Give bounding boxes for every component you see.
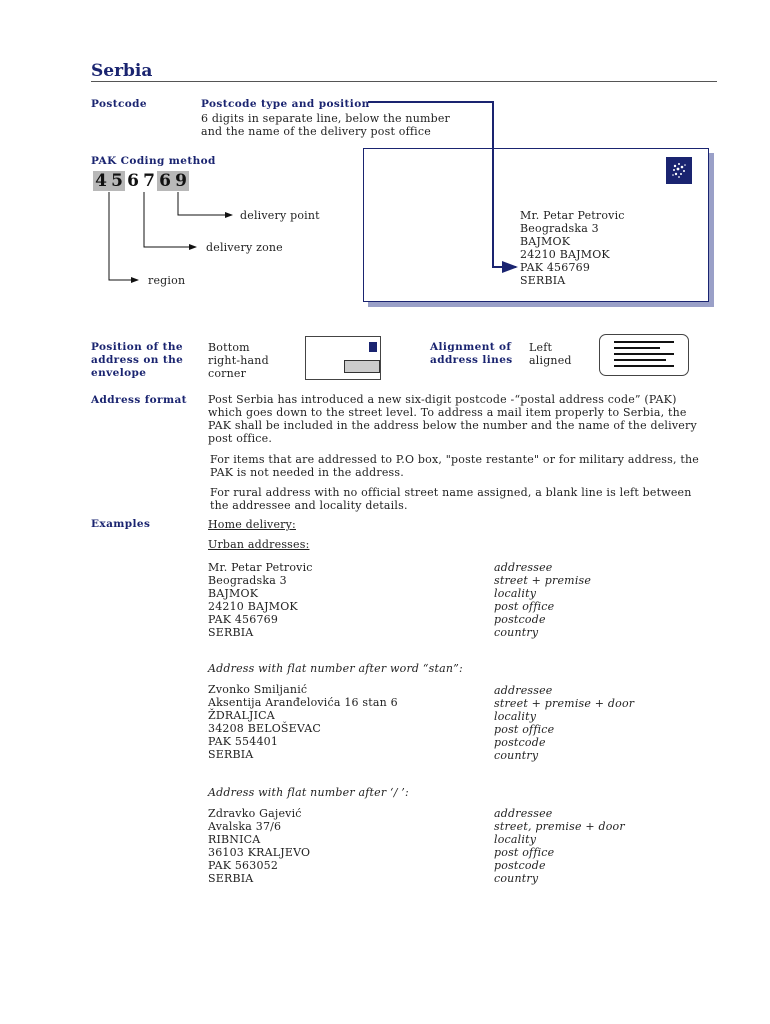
example-line: ŽDRALJICA — [208, 709, 275, 722]
position-label — [91, 341, 183, 380]
align-bar — [614, 347, 660, 349]
region-label: region — [148, 274, 186, 287]
example-note: locality — [494, 587, 537, 600]
examples-label: Examples — [91, 518, 151, 530]
example-note: postcode — [494, 736, 546, 749]
envelope-address-line: BAJMOK — [520, 235, 571, 248]
example-line: PAK 563052 — [208, 859, 279, 872]
format-line: PAK shall be included in the address below the number and the name of the delivery — [208, 419, 697, 432]
example-1-address — [208, 561, 313, 639]
delivery-point-label: delivery point — [240, 209, 320, 222]
alignment-value-line: Left — [529, 341, 553, 354]
envelope-address-line: 24210 BAJMOK — [520, 248, 610, 261]
alignment-value-line: aligned — [529, 354, 572, 367]
example-note: post office — [494, 600, 555, 613]
example-note: country — [494, 872, 539, 885]
example-3-notes — [494, 807, 625, 885]
alignment-label-line: Alignment of — [430, 341, 512, 353]
example-line: PAK 456769 — [208, 613, 279, 626]
example-note: street + premise + door — [494, 697, 635, 710]
position-value-line: corner — [208, 367, 247, 380]
position-value — [208, 341, 269, 380]
example-note: addressee — [494, 561, 553, 574]
pak-digit: 6 — [127, 171, 139, 191]
position-envelope-icon — [305, 336, 381, 380]
align-bar — [614, 353, 674, 355]
envelope-address-line: Mr. Petar Petrovic — [520, 209, 625, 222]
delivery-zone-label: delivery zone — [206, 241, 283, 254]
home-delivery-heading: Home delivery: — [208, 518, 296, 531]
example-line: Mr. Petar Petrovic — [208, 561, 313, 574]
example-note: street + premise — [494, 574, 592, 587]
example-line: Zdravko Gajević — [208, 807, 302, 820]
pak-digit: 5 — [109, 171, 125, 191]
example-note: street, premise + door — [494, 820, 625, 833]
format-paragraph-3 — [210, 486, 692, 512]
pak-digit: 7 — [143, 171, 155, 191]
envelope-address-line: PAK 456769 — [520, 261, 591, 274]
example-note: addressee — [494, 807, 553, 820]
example-note: post office — [494, 723, 555, 736]
example-line: Aksentija Aranđelovića 16 stan 6 — [208, 696, 398, 709]
stamp-square — [369, 342, 377, 352]
example-note: country — [494, 749, 539, 762]
format-line: PAK is not needed in the address. — [210, 466, 404, 479]
urban-heading: Urban addresses: — [208, 538, 310, 551]
pak-digits — [93, 171, 189, 191]
address-block — [344, 360, 380, 373]
example-line: SERBIA — [208, 872, 254, 885]
example-note: post office — [494, 846, 555, 859]
example-line: Beogradska 3 — [208, 574, 287, 587]
example-note: postcode — [494, 613, 546, 626]
position-label-line: Position of the — [91, 341, 183, 353]
example-3-heading: Address with flat number after ‘/ ’: — [208, 786, 409, 799]
envelope-address-line: Beogradska 3 — [520, 222, 599, 235]
example-note: country — [494, 626, 539, 639]
example-line: RIBNICA — [208, 833, 261, 846]
format-line: the addressee and locality details. — [210, 499, 408, 512]
format-line: For rural address with no official street name assigned, a blank line is left between — [210, 486, 692, 499]
example-2-address — [208, 683, 398, 761]
example-line: SERBIA — [208, 748, 254, 761]
postcode-type-line: 6 digits in separate line, below the number — [201, 112, 451, 125]
postcode-type-line: and the name of the delivery post office — [201, 125, 431, 138]
envelope-address-line: SERBIA — [520, 274, 566, 287]
example-line: SERBIA — [208, 626, 254, 639]
alignment-label-line: address lines — [430, 354, 513, 366]
format-line: Post Serbia has introduced a new six-digit postcode -“postal address code” (PAK) — [208, 393, 677, 406]
left-align-icon — [599, 334, 689, 376]
example-note: locality — [494, 833, 537, 846]
align-bar — [614, 341, 674, 343]
pak-digit: 9 — [173, 171, 189, 191]
example-line: Zvonko Smiljanić — [208, 683, 308, 696]
position-label-line: address on the — [91, 354, 184, 366]
example-line: Avalska 37/6 — [208, 820, 282, 833]
example-line: 24210 BAJMOK — [208, 600, 298, 613]
address-format-label: Address format — [91, 394, 187, 406]
postcode-type-heading: Postcode type and position — [201, 98, 370, 110]
format-line: For items that are addressed to P.O box, "poste restante" or for military address, the — [210, 453, 699, 466]
position-value-line: right-hand — [208, 354, 269, 367]
format-paragraph-2 — [210, 453, 699, 479]
pak-digit: 4 — [93, 171, 109, 191]
alignment-value — [529, 341, 572, 367]
example-line: 36103 KRALJEVO — [208, 846, 311, 859]
align-bar — [614, 359, 666, 361]
example-1-notes — [494, 561, 591, 639]
example-2-notes — [494, 684, 634, 762]
example-note: addressee — [494, 684, 553, 697]
example-line: BAJMOK — [208, 587, 259, 600]
position-value-line: Bottom — [208, 341, 250, 354]
pak-coding-label: PAK Coding method — [91, 155, 216, 167]
example-3-address — [208, 807, 310, 885]
alignment-label — [430, 341, 513, 367]
page-title: Serbia — [91, 61, 153, 81]
format-line: post office. — [208, 432, 273, 445]
example-line: PAK 554401 — [208, 735, 279, 748]
example-note: postcode — [494, 859, 546, 872]
format-line: which goes down to the street level. To address a mail item properly to Serbia, the — [208, 406, 687, 419]
postcode-label: Postcode — [91, 98, 147, 110]
example-2-heading: Address with flat number after word “stan”: — [208, 662, 463, 675]
example-note: locality — [494, 710, 537, 723]
align-bar — [614, 365, 674, 367]
pak-digit: 6 — [157, 171, 173, 191]
example-line: 34208 BELOŠEVAC — [208, 722, 322, 735]
format-paragraph-1 — [208, 393, 697, 445]
position-label-line: envelope — [91, 367, 147, 379]
